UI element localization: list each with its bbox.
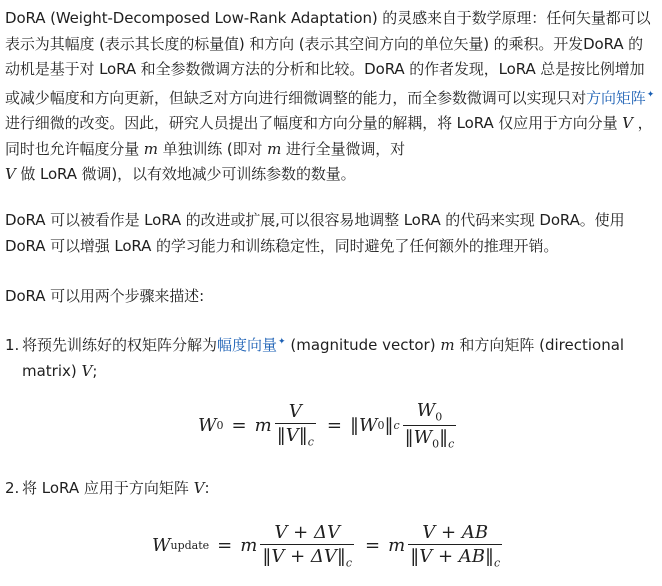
list-item-step-1 [5, 330, 657, 384]
math-m: m [267, 139, 282, 158]
text: 单独训练 (即对 [162, 139, 263, 158]
text: 做 LoRA 微调)，以有效地减少可训练参数的数量。 [20, 165, 356, 183]
link-magnitude-vector[interactable]: 幅度向量✦ [217, 336, 286, 354]
paragraph-steps-intro: DoRA 可以用两个步骤来描述: [5, 287, 205, 305]
math-V: V [81, 361, 93, 380]
sparkle-icon: ✦ [278, 337, 286, 347]
list-item-step-2 [5, 476, 657, 502]
list-number: 1. [5, 336, 20, 354]
equation-decomposition: W 0 = m $\frac{V}{‖V‖_c}$ = ‖ W 0 ‖ c $\frac{W_0}{‖W_0‖_c}$ [198, 400, 455, 451]
text: 将预先训练好的权矩阵分解为 [22, 336, 218, 354]
text: 进行细微的改变。因此，研究人员提出了幅度和方向分量的解耦，将 LoRA 仅应用于方向分量 [5, 114, 618, 132]
math-m: m [440, 336, 455, 354]
equation-update: W update = m $\frac{V + \Delta V}{‖V + \Delta V‖_c}$ = m $\frac{V + AB}{‖V + AB‖_c}$ [152, 522, 501, 570]
text: 进行全量微调，对 [285, 139, 406, 158]
text: : [204, 479, 210, 497]
text: DoRA (Weight-Decomposed Low-Rank Adaptation) 的灵感来自于数学原理：任何矢量都可以表示为其幅度 (表示其长度的标量值) 和方向 (表示其空间方向的单位矢量) 的乘积。开发DoRA 的动机是基于对 LoRA 和全参数微调方法的分析和比较。DoRA 的作者发现，LoRA 总是按比例增加或减少幅度和方向更新，但缺乏对方向进行细微调整的能力，而全参数微调可以实现只对 [5, 9, 651, 107]
paragraph-dora-intro [5, 6, 657, 188]
list-number: 2. [5, 479, 20, 497]
fraction: $\frac{V + \Delta V}{‖V + \Delta V‖_c}$ [262, 522, 353, 570]
math-m: m [143, 139, 158, 158]
text: matrix) [22, 361, 77, 380]
math-V: V [622, 114, 633, 132]
fraction: $\frac{V}{‖V‖_c}$ [276, 401, 314, 449]
sparkle-icon: ✦ [646, 89, 655, 100]
math-V: V [193, 479, 205, 497]
fraction: $\frac{V + AB}{‖V + AB‖_c}$ [410, 522, 501, 570]
text: 将 LoRA 应用于方向矩阵 [22, 479, 189, 497]
text: (magnitude vector) [290, 336, 436, 354]
text: ; [92, 361, 98, 380]
link-direction-matrix[interactable]: 方向矩阵✦ [586, 88, 655, 107]
text: ，同时也允许幅度分量 [5, 114, 653, 158]
text: 和方向矩阵 (directional [459, 336, 625, 354]
paragraph-dora-extension: DoRA 可以被看作是 LoRA 的改进或扩展,可以很容易地调整 LoRA 的代码来实现 DoRA。使用 DoRA 可以增强 LoRA 的学习能力和训练稳定性，同时避免了任何额外的推理开销。 [5, 211, 625, 255]
fraction: $\frac{W_0}{‖W_0‖_c}$ [404, 400, 455, 451]
math-V: V [5, 165, 16, 183]
